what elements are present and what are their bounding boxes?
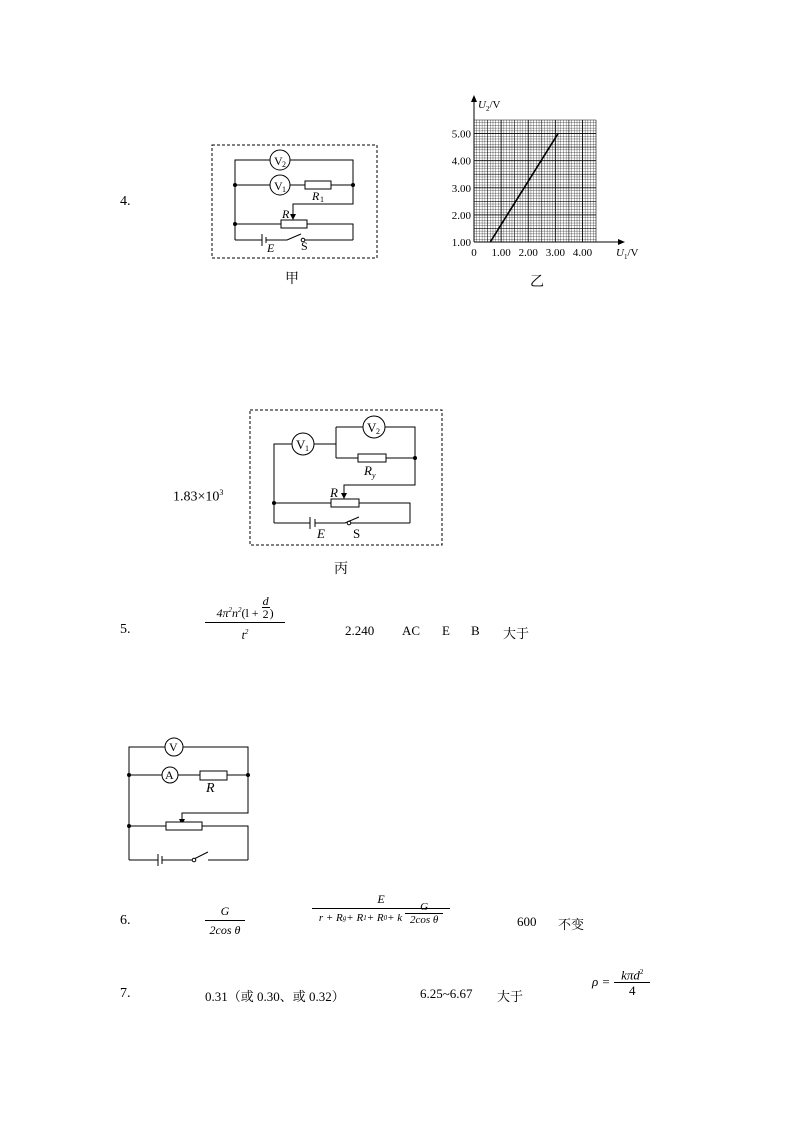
ry-label: R xyxy=(364,463,372,478)
y-tick-label: 5.00 xyxy=(451,128,471,141)
e-label: E xyxy=(317,526,325,541)
x-tick-label: 3.00 xyxy=(545,247,565,259)
question-number-5: 5. xyxy=(120,622,131,637)
y-tick-label: 1.00 xyxy=(451,237,471,249)
question-number-4: 4. xyxy=(120,194,131,209)
r-label: R xyxy=(206,781,215,796)
answer-choice-2: E xyxy=(442,623,450,638)
s-label: S xyxy=(301,239,308,253)
answer-choice-3: B xyxy=(471,623,480,638)
answer-7-2: 6.25~6.67 xyxy=(420,986,473,1001)
current-formula: E r + R g + R 1 + R 0 + k G 2cos θ xyxy=(312,891,450,926)
r-label: R xyxy=(282,207,290,221)
voltmeter-label: V xyxy=(169,740,178,754)
origin-label: 0 xyxy=(471,247,477,259)
x-tick-label: 1.00 xyxy=(491,247,511,259)
y-tick-label: 2.00 xyxy=(451,209,471,222)
v1-label: V xyxy=(296,437,306,452)
answer-resistance: 600 xyxy=(517,914,537,929)
answer-diameter: 2.240 xyxy=(345,623,375,638)
pendulum-formula: $4\pi^2n^2(l$ + $\frac{d}{2}$ ) $t^2$ xyxy=(205,602,285,643)
x-axis-label: $U_1/V$ xyxy=(616,247,639,261)
svg-text:1: 1 xyxy=(305,444,309,453)
x-axis-arrow xyxy=(618,239,625,245)
x-tick-label: 2.00 xyxy=(518,247,538,259)
r1-label: R xyxy=(312,189,320,203)
y-tick-label: 4.00 xyxy=(451,155,471,168)
answer-unchanged: 不变 xyxy=(558,917,585,932)
question-number-7: 7. xyxy=(120,986,131,1001)
circuit-diagram-jia xyxy=(205,140,385,265)
ammeter-label: A xyxy=(165,768,174,782)
v1-label: V xyxy=(274,179,283,193)
svg-text:2: 2 xyxy=(376,427,380,436)
circuit-diagram-q6 xyxy=(120,735,260,870)
answer-compare: 大于 xyxy=(503,626,530,641)
svg-text:1: 1 xyxy=(282,185,286,194)
caption-yi: 乙 xyxy=(530,275,544,290)
x-tick-label: 4.00 xyxy=(572,247,593,259)
v2-label: V xyxy=(274,154,283,168)
answer-7-1: 0.31（或 0.30、或 0.32） xyxy=(205,989,345,1004)
circuit-diagram-bing xyxy=(245,405,450,550)
caption-jia: 甲 xyxy=(285,272,299,287)
svg-text:1: 1 xyxy=(320,195,324,204)
v2-label: V xyxy=(367,420,377,435)
answer-value: $1.83\times 10^3$ xyxy=(173,488,224,505)
y-tick-label: 3.00 xyxy=(451,182,471,195)
tension-formula: G 2cos θ xyxy=(205,903,245,938)
svg-text:y: y xyxy=(372,471,376,480)
r-label: R xyxy=(330,485,338,500)
y-axis-label: $U_2/V$ xyxy=(478,99,501,113)
s-label: S xyxy=(353,526,361,541)
question-number-6: 6. xyxy=(120,913,131,928)
answer-7-3: 大于 xyxy=(497,989,524,1004)
graph-yi xyxy=(440,92,660,262)
svg-text:2: 2 xyxy=(282,160,286,169)
answer-choice-1: AC xyxy=(402,623,421,638)
y-axis-arrow xyxy=(471,95,477,102)
e-label: E xyxy=(267,241,275,255)
resistivity-formula: ρ = kπd$^2$ 4 xyxy=(592,965,650,998)
caption-bing: 丙 xyxy=(334,562,348,577)
